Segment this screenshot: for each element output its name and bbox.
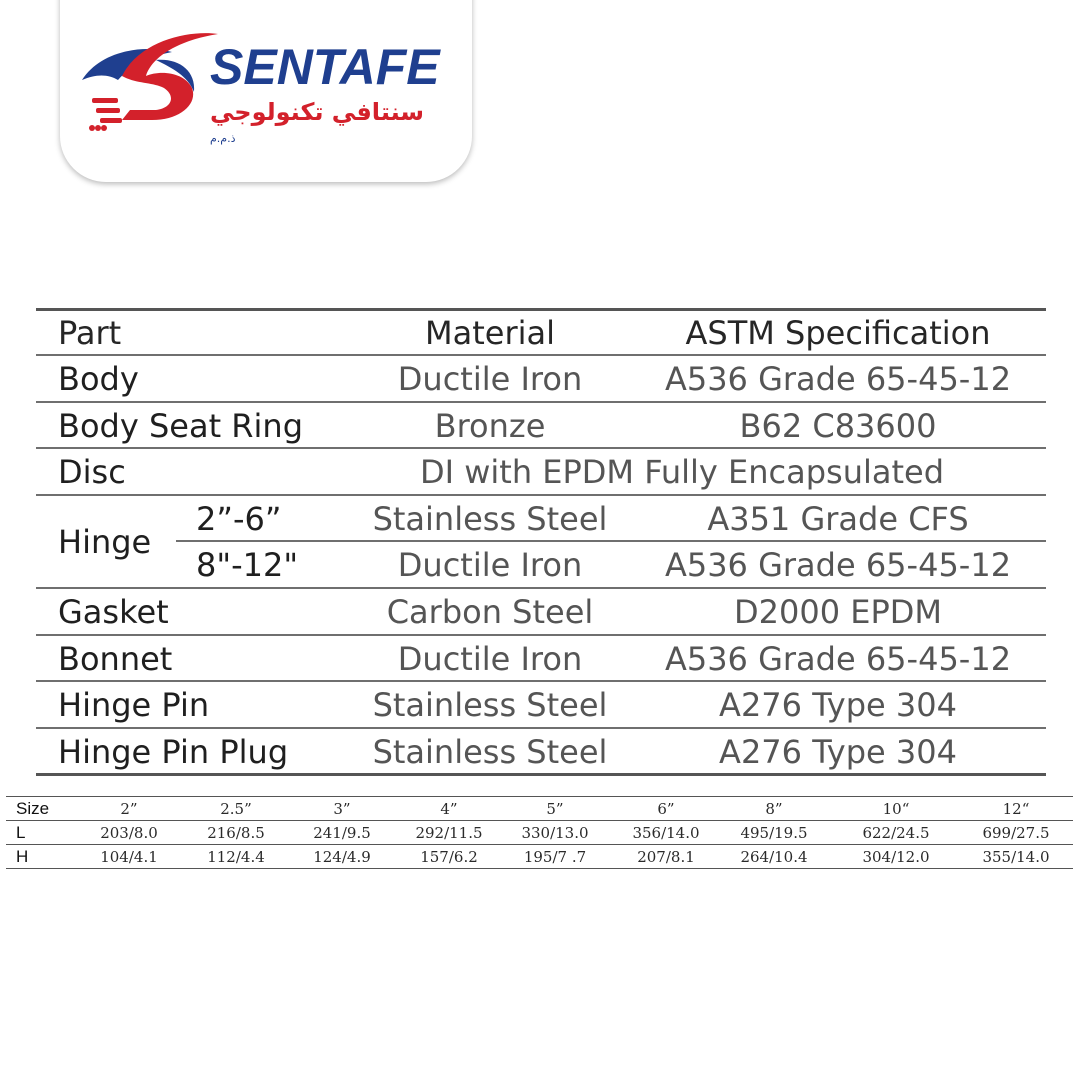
materials-table <box>36 308 1046 776</box>
material-body: Ductile Iron <box>397 360 583 398</box>
dim-label-l: L <box>16 823 26 842</box>
dim-h-value: 355/14.0 <box>982 848 1050 866</box>
dim-l-value: 330/13.0 <box>521 824 589 842</box>
spec-body-seat-ring: B62 C83600 <box>739 407 937 445</box>
dim-size: 3” <box>333 800 351 818</box>
dim-l-value: 241/9.5 <box>313 824 371 842</box>
dim-l-value: 356/14.0 <box>632 824 700 842</box>
dim-h-value: 112/4.4 <box>207 848 265 866</box>
logo-brand-arabic: سنتافي تكنولوجي <box>210 98 425 126</box>
dimensions-table <box>6 796 1073 868</box>
dim-l-value: 292/11.5 <box>415 824 483 842</box>
part-body-seat-ring: Body Seat Ring <box>58 407 303 445</box>
dim-size: 6” <box>657 800 675 818</box>
part-disc: Disc <box>58 453 126 491</box>
dim-h-value: 157/6.2 <box>420 848 478 866</box>
disc-description: DI with EPDM Fully Encapsulated <box>419 453 945 491</box>
part-gasket: Gasket <box>58 593 169 631</box>
spec-hinge-pin-plug: A276 Type 304 <box>719 733 957 771</box>
material-gasket: Carbon Steel <box>386 593 594 631</box>
part-body: Body <box>58 360 139 398</box>
part-bonnet: Bonnet <box>58 640 173 678</box>
header-part: Part <box>58 314 122 352</box>
part-hinge-pin-plug: Hinge Pin Plug <box>58 733 289 771</box>
dim-size: 2” <box>120 800 138 818</box>
dim-label-h: H <box>16 847 29 866</box>
spec-hinge-small: A351 Grade CFS <box>707 500 969 538</box>
dim-l-value: 622/24.5 <box>862 824 930 842</box>
hinge-size-large: 8"-12" <box>196 546 299 584</box>
part-hinge-pin: Hinge Pin <box>58 686 210 724</box>
dim-size: 5” <box>546 800 564 818</box>
spec-body: A536 Grade 65-45-12 <box>664 360 1012 398</box>
dim-l-value: 216/8.5 <box>207 824 265 842</box>
dim-l-value: 699/27.5 <box>982 824 1050 842</box>
part-hinge: Hinge <box>58 523 152 561</box>
dim-label-size: Size <box>16 799 50 818</box>
material-hinge-pin-plug: Stainless Steel <box>372 733 608 771</box>
dim-l-value: 495/19.5 <box>740 824 808 842</box>
sentafe-logo <box>60 0 472 182</box>
material-hinge-pin: Stainless Steel <box>372 686 608 724</box>
dim-l-value: 203/8.0 <box>100 824 158 842</box>
header-spec: ASTM Specification <box>685 314 991 352</box>
material-hinge-large: Ductile Iron <box>397 546 583 584</box>
dim-h-value: 264/10.4 <box>740 848 808 866</box>
dim-size: 8” <box>765 800 783 818</box>
dim-h-value: 195/7 .7 <box>523 848 587 866</box>
spec-hinge-pin: A276 Type 304 <box>719 686 957 724</box>
dim-h-value: 104/4.1 <box>100 848 158 866</box>
dim-size: 10“ <box>882 800 910 818</box>
logo-red-swirl <box>122 33 218 120</box>
header-material: Material <box>425 314 555 352</box>
material-body-seat-ring: Bronze <box>434 407 546 445</box>
logo-card <box>60 0 472 182</box>
logo-brand-suffix: ذ.م.م <box>210 132 236 145</box>
hinge-size-small: 2”-6” <box>196 500 282 538</box>
spec-bonnet: A536 Grade 65-45-12 <box>664 640 1012 678</box>
dim-h-value: 207/8.1 <box>637 848 695 866</box>
dim-size: 4” <box>440 800 458 818</box>
dim-h-value: 124/4.9 <box>313 848 371 866</box>
table-rule <box>36 773 1046 776</box>
spec-gasket: D2000 EPDM <box>733 593 942 631</box>
material-hinge-small: Stainless Steel <box>372 500 608 538</box>
dim-size: 12“ <box>1002 800 1030 818</box>
dim-h-value: 304/12.0 <box>862 848 930 866</box>
spec-hinge-large: A536 Grade 65-45-12 <box>664 546 1012 584</box>
dim-size: 2.5” <box>220 800 252 818</box>
logo-brand-latin: SENTAFE <box>210 39 440 95</box>
material-bonnet: Ductile Iron <box>397 640 583 678</box>
